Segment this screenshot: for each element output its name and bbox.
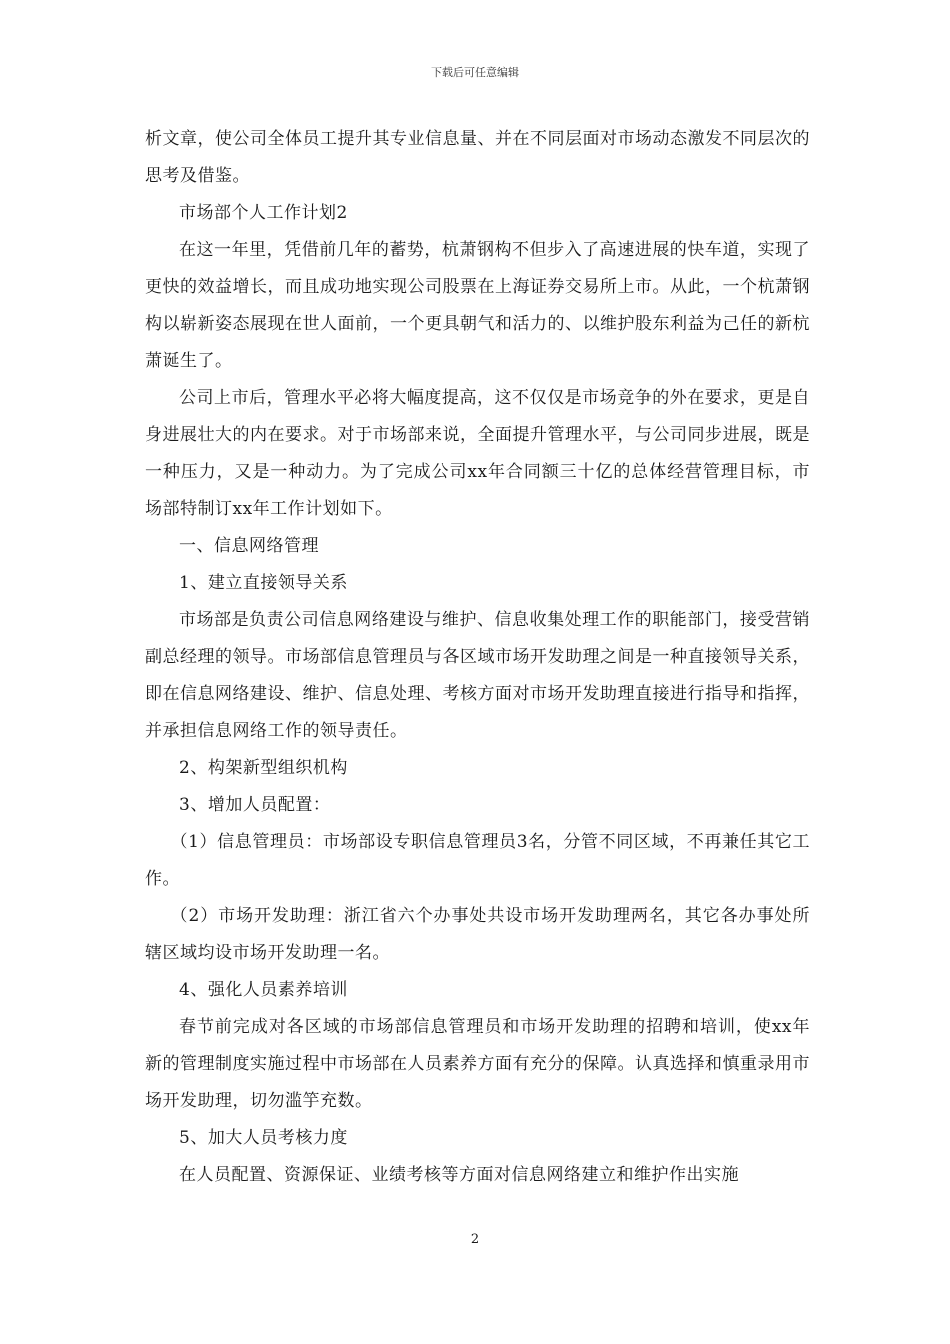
paragraph: 公司上市后，管理水平必将大幅度提高，这不仅仅是市场竞争的外在要求，更是自身进展壮大的内在要求。对于市场部来说，全面提升管理水平，与公司同步进展，既是一种压力，又是一种动力。为了完成公司xx年合同额三十亿的总体经营管理目标，市场部特制订xx年工作计划如下。 (145, 388, 810, 519)
heading-level-1: 一、信息网络管理 (179, 536, 319, 556)
heading-level-2: 1、建立直接领导关系 (179, 573, 348, 593)
paragraph: 春节前完成对各区域的市场部信息管理员和市场开发助理的招聘和培训，使xx年新的管理制度实施过程中市场部在人员素养方面有充分的保障。认真选择和慎重录用市场开发助理，切勿滥竽充数。 (145, 1017, 810, 1111)
list-item: （2）市场开发助理：浙江省六个办事处共设市场开发助理两名，其它各办事处所辖区域均设市场开发助理一名。 (145, 906, 810, 963)
page-number: 2 (470, 1232, 480, 1247)
paragraph-truncated: 在人员配置、资源保证、业绩考核等方面对信息网络建立和维护作出实施 (179, 1165, 739, 1185)
paragraph-continuation: 析文章，使公司全体员工提升其专业信息量、并在不同层面对市场动态激发不同层次的思考及借鉴。 (145, 129, 810, 186)
paragraph: 市场部是负责公司信息网络建设与维护、信息收集处理工作的职能部门，接受营销副总经理的领导。市场部信息管理员与各区域市场开发助理之间是一种直接领导关系，即在信息网络建设、维护、信息处理、考核方面对市场开发助理直接进行指导和指挥，并承担信息网络工作的领导责任。 (145, 610, 810, 741)
heading-level-2: 4、强化人员素养培训 (179, 980, 348, 1000)
heading-level-2: 2、构架新型组织机构 (179, 758, 348, 778)
heading-level-2: 3、增加人员配置： (179, 795, 331, 815)
list-item: （1）信息管理员：市场部设专职信息管理员3名，分管不同区域，不再兼任其它工作。 (145, 832, 810, 889)
section-title: 市场部个人工作计划2 (179, 203, 348, 223)
document-body (145, 121, 810, 1194)
heading-level-2: 5、加大人员考核力度 (179, 1128, 348, 1148)
paragraph: 在这一年里，凭借前几年的蓄势，杭萧钢构不但步入了高速进展的快车道，实现了更快的效益增长，而且成功地实现公司股票在上海证券交易所上市。从此，一个杭萧钢构以崭新姿态展现在世人面前，一个更具朝气和活力的、以维护股东利益为己任的新杭萧诞生了。 (145, 240, 810, 371)
page-header: 下载后可任意编辑 (431, 66, 519, 79)
